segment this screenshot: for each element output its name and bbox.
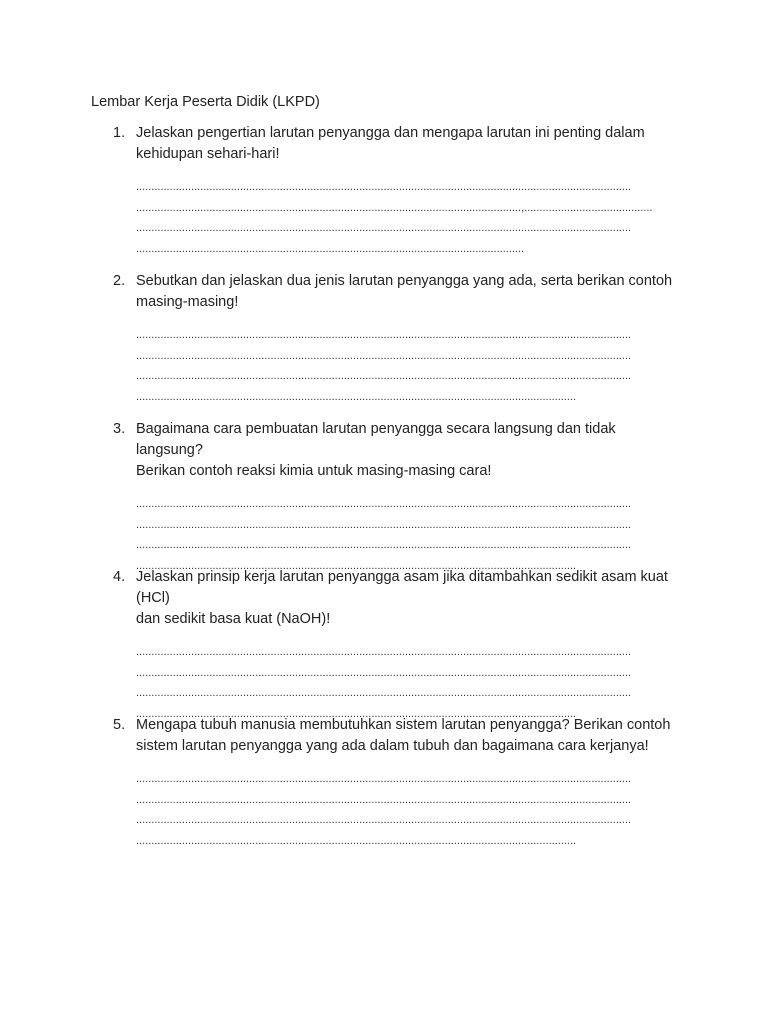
answer-line: .................................................................................................................................................................. xyxy=(136,329,632,341)
question-2 xyxy=(113,271,683,408)
question-3 xyxy=(113,419,683,577)
question-number: 3. xyxy=(113,421,126,437)
answer-line: .................................................................................................................................................................. xyxy=(136,814,632,827)
question-5 xyxy=(113,715,683,852)
answer-area[interactable] xyxy=(136,642,683,725)
answer-area[interactable] xyxy=(136,177,683,260)
answer-line: ............................................................................................................................... xyxy=(136,243,525,256)
answer-line: .................................................................................................................................................................. xyxy=(136,646,632,658)
answer-line: .................................................................................................................................................................. xyxy=(136,687,632,700)
question-number: 2. xyxy=(113,273,126,289)
question-text: Jelaskan pengertian larutan penyangga dan mengapa larutan ini penting dalam kehidupan sehari-hari! xyxy=(136,125,645,162)
question-text: Jelaskan prinsip kerja larutan penyangga asam jika ditambahkan sedikit asam kuat (HCl) dan sedikit basa kuat (NaOH)! xyxy=(136,569,668,627)
answer-line: .................................................................................................................................................................. xyxy=(136,793,632,806)
question-text: Bagaimana cara pembuatan larutan penyangga secara langsung dan tidak langsung? Berikan contoh reaksi kimia untuk masing-masing cara! xyxy=(136,421,616,479)
question-text: Sebutkan dan jelaskan dua jenis larutan penyangga yang ada, serta berikan contoh masing-masing! xyxy=(136,273,673,310)
answer-area[interactable] xyxy=(136,769,683,852)
page-title: Lembar Kerja Peserta Didik (LKPD) xyxy=(91,94,320,110)
answer-area[interactable] xyxy=(136,494,683,577)
answer-line: ................................................................................................................................................ xyxy=(136,835,577,848)
answer-line: ................................................................................................................................................ xyxy=(136,708,577,721)
answer-line: .................................................................................................................................................................. xyxy=(136,349,632,362)
answer-line: ................................................................................................................................................ xyxy=(136,560,577,573)
answer-line: .................................................................................................................................................................. xyxy=(136,498,632,510)
answer-line: .................................................................................................................................................................. xyxy=(136,370,632,383)
answer-line: ................................................................................................................................................ xyxy=(136,391,577,404)
answer-line: .................................................................................................................................................................. xyxy=(136,518,632,531)
answer-line: .................................................................................................................................................................. xyxy=(136,666,632,679)
question-number: 1. xyxy=(113,125,126,141)
answer-line: .................................................................................................................................................................. xyxy=(136,181,632,193)
question-4 xyxy=(113,567,683,725)
answer-area[interactable] xyxy=(136,325,683,408)
answer-line: .................................................................................................................................................................. xyxy=(136,773,632,785)
answer-line: .................................................................................................................................................................. xyxy=(136,222,632,235)
answer-line: .................................................................................................................................................................. xyxy=(136,539,632,552)
answer-line: ..............................................................................................................................,.......................................... xyxy=(136,201,653,214)
question-number: 5. xyxy=(113,717,126,733)
question-text: Mengapa tubuh manusia membutuhkan sistem larutan penyangga? Berikan contoh sistem larutan penyangga yang ada dalam tubuh dan bagaimana cara kerjanya! xyxy=(136,717,671,754)
question-number: 4. xyxy=(113,569,126,585)
question-1 xyxy=(113,123,683,260)
